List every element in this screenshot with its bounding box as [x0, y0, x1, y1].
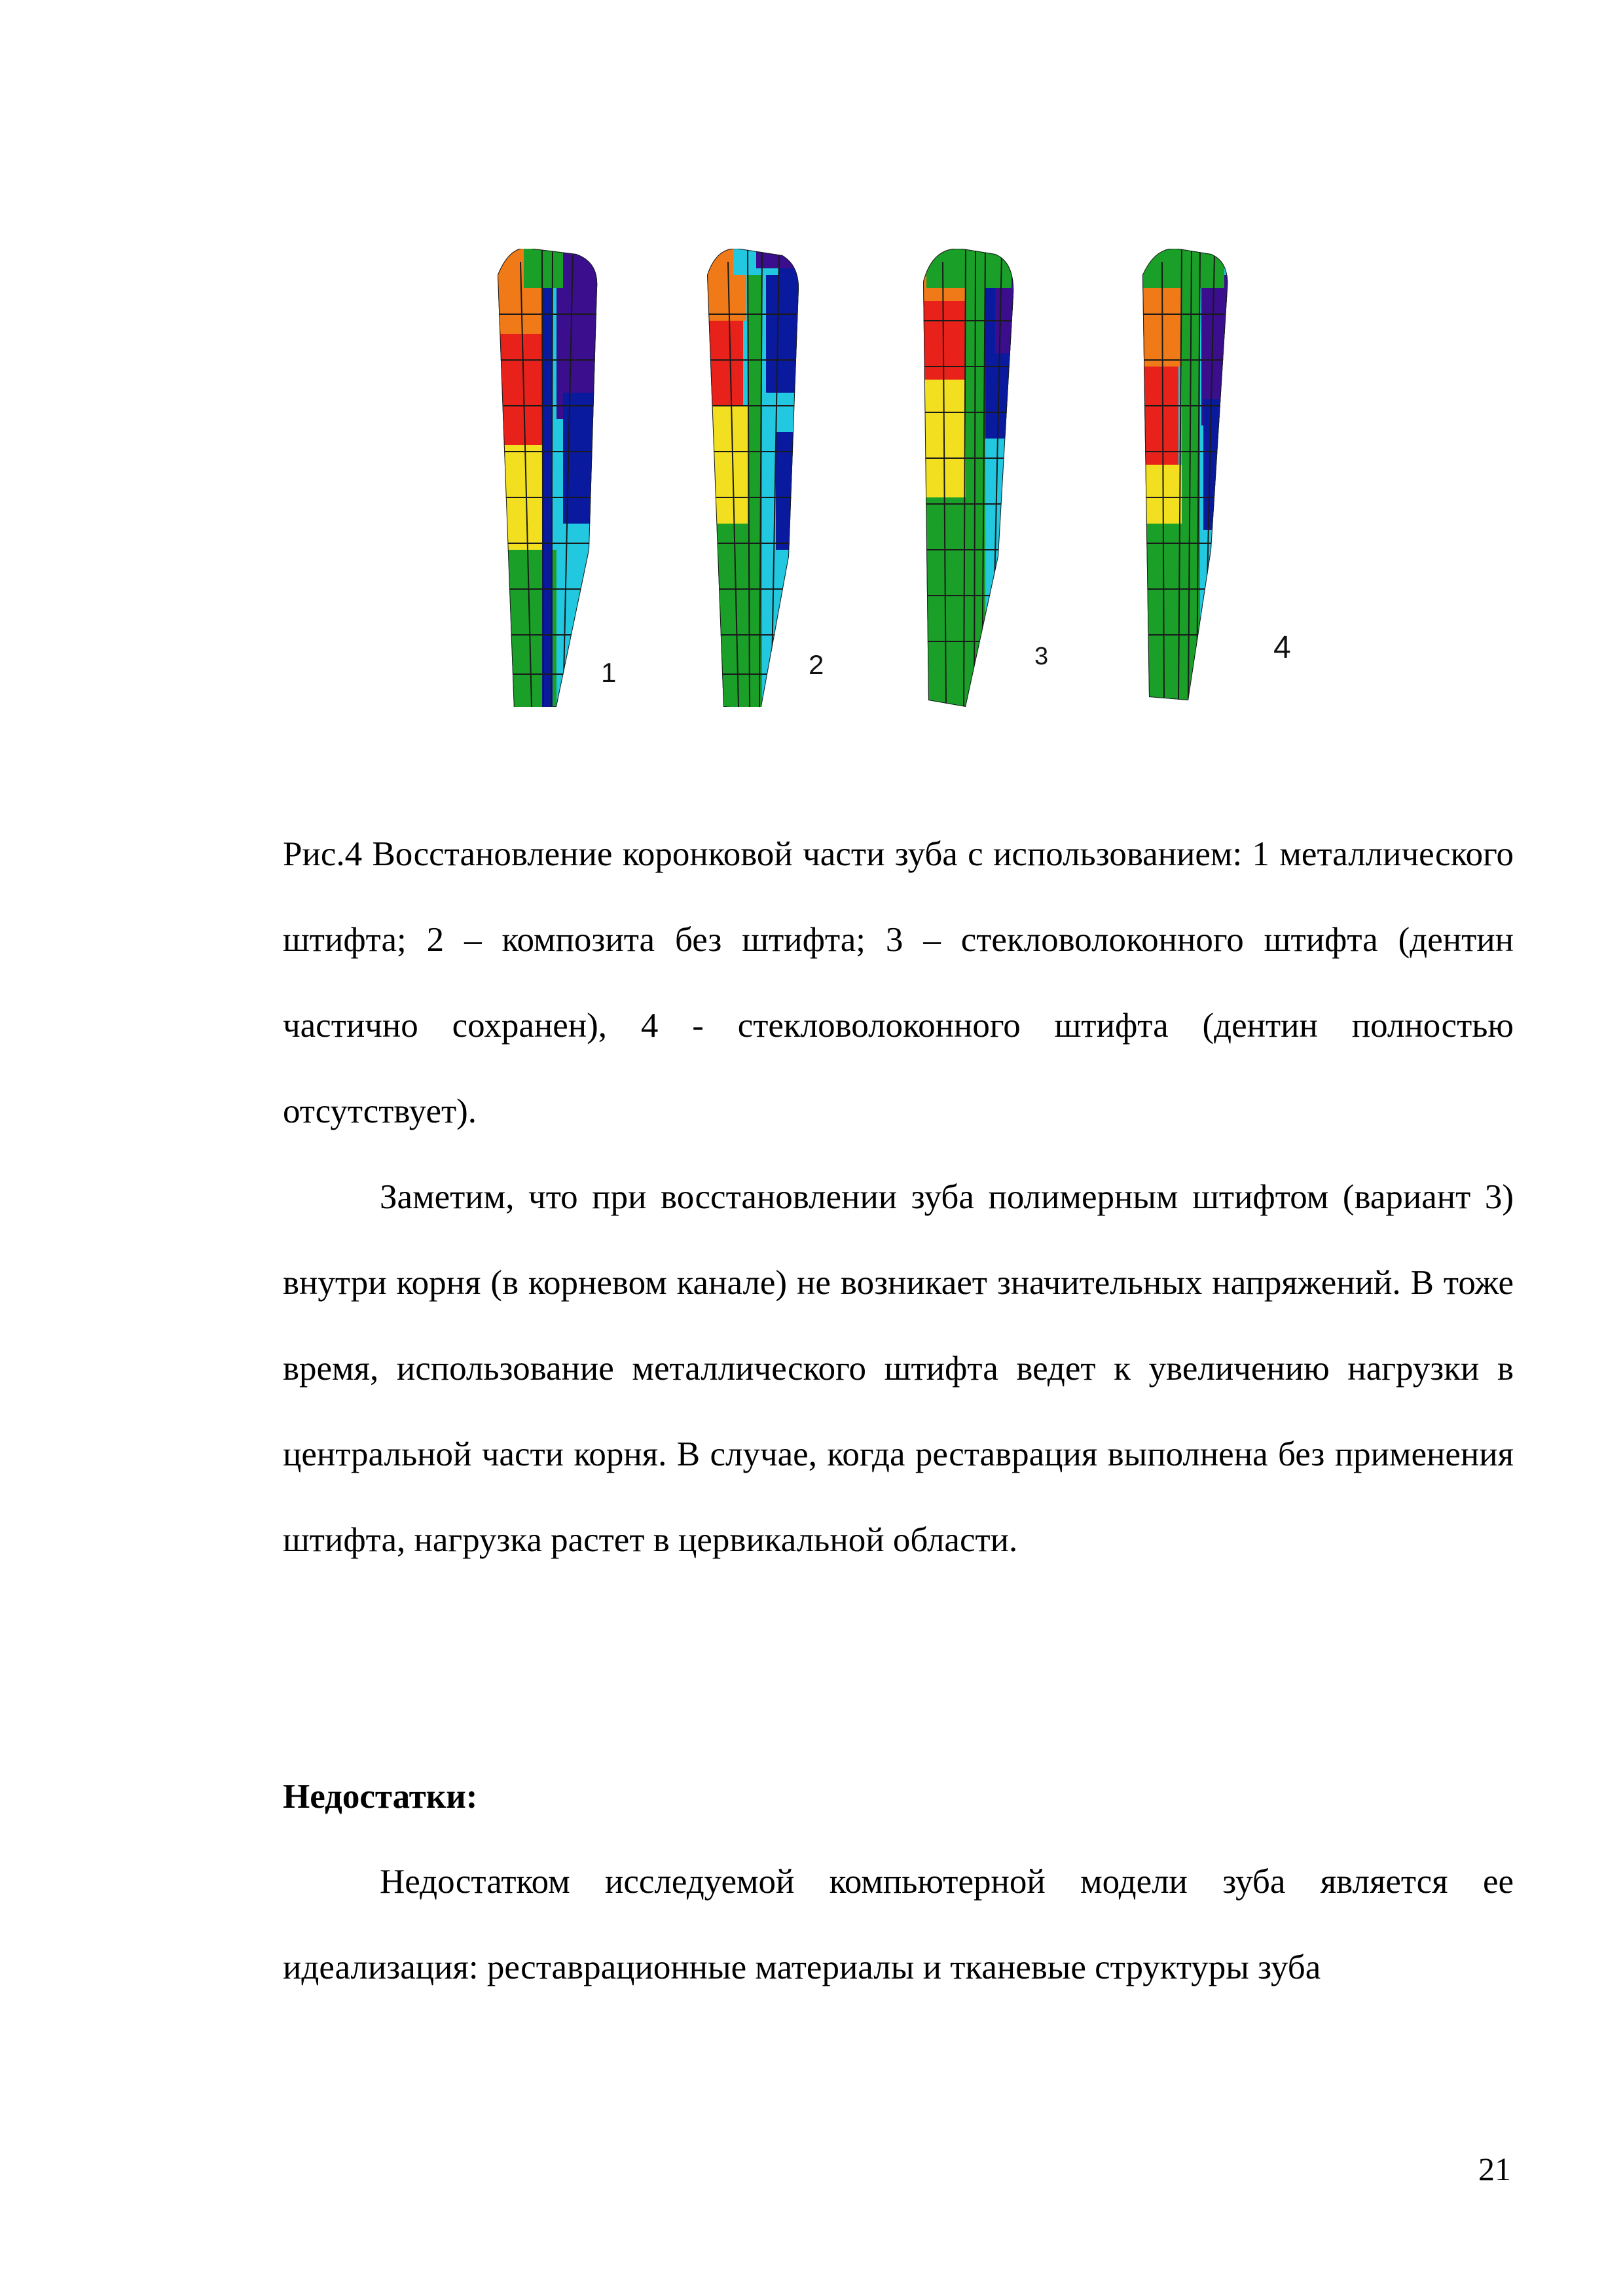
body-paragraph-2: Недостатком исследуемой компьютерной модели зуба является ее идеализация: реставрационные материалы и тканевые структуры зуба: [283, 1863, 1514, 1986]
page-number: 21: [1478, 2151, 1511, 2187]
figure-caption: Рис.4 Восстановление коронковой части зуба с использованием: 1 металлического штифта; 2 – композита без штифта; 3 – стекловолоконного штифта (дентин частично сохранен), 4 - стекловолоконного штифта (дентин полностью отсутствует).: [283, 835, 1514, 1130]
tooth-label-4: 4: [1273, 630, 1291, 665]
tooth-label-3: 3: [1034, 643, 1049, 670]
figure-tooth-stress-models: [458, 249, 1309, 707]
tooth-label-1: 1: [601, 657, 617, 688]
tooth-label-2: 2: [809, 649, 824, 680]
body-paragraph-1: Заметим, что при восстановлении зуба полимерным штифтом (вариант 3) внутри корня (в корневом канале) не возникает значительных напряжений. В тоже время, использование металлического штифта ведет к увеличению нагрузки в центральной части корня. В случае, когда реставрация выполнена без применения штифта, нагрузка растет в цервикальной области.: [283, 1178, 1514, 1559]
section-heading: Недостатки:: [283, 1778, 478, 1816]
tooth-model-3: [917, 249, 1028, 707]
